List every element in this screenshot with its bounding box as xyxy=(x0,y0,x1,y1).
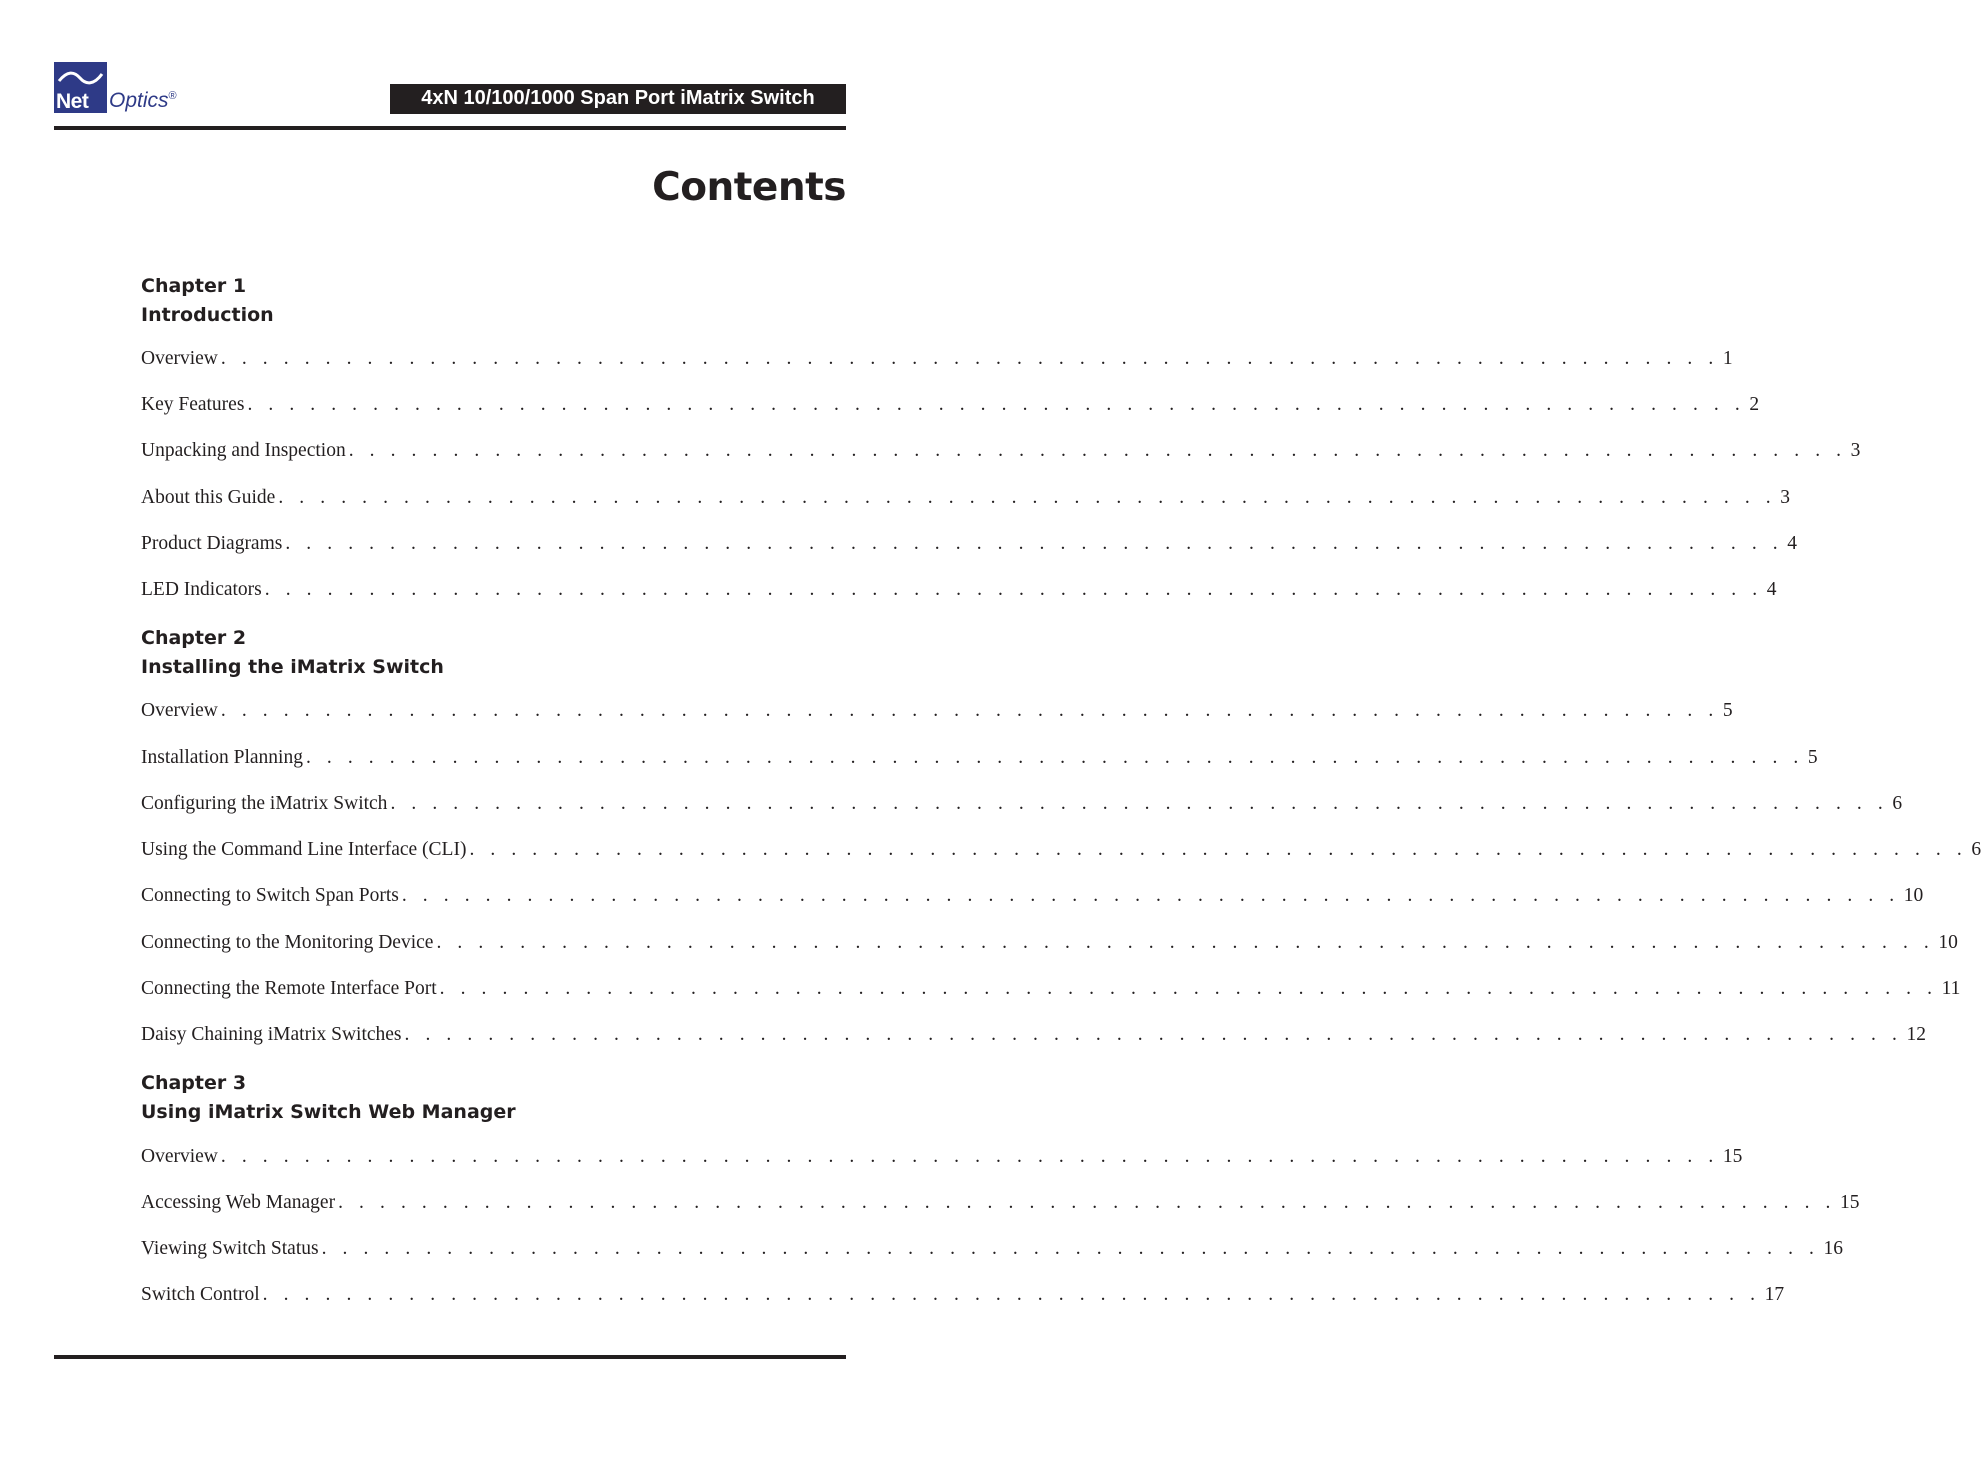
toc-leader: . . . . . . . . . . . . . . . . . . . . . . . . . . . . . . . . . . . . . . . . . . . . . . . . . . . . . . . . . . . . . . . . . . . . . . . . xyxy=(220,700,1719,721)
toc-leader: . . . . . . . . . . . . . . . . . . . . . . . . . . . . . . . . . . . . . . . . . . . . . . . . . . . . . . . . . . . . . . . . . . . . . . . . xyxy=(401,885,1900,906)
toc-entry-title: Using the Command Line Interface (CLI) xyxy=(141,839,467,860)
top-rule xyxy=(54,126,846,130)
toc-entry-title: Overview xyxy=(141,348,218,369)
product-header: 4xN 10/100/1000 Span Port iMatrix Switch xyxy=(390,84,846,114)
chapter-number: Chapter 1 xyxy=(141,275,247,297)
toc-entry[interactable] xyxy=(141,1024,1926,1050)
logo-optics-text: Optics® xyxy=(109,89,177,112)
toc-leader: . . . . . . . . . . . . . . . . . . . . . . . . . . . . . . . . . . . . . . . . . . . . . . . . . . . . . . . . . . . . . . . . . . . . . . . . xyxy=(278,487,1777,508)
toc-entry-page: 17 xyxy=(1764,1284,1785,1305)
toc-leader: . . . . . . . . . . . . . . . . . . . . . . . . . . . . . . . . . . . . . . . . . . . . . . . . . . . . . . . . . . . . . . . . . . . . . . . . xyxy=(404,1024,1903,1045)
toc-entry-title: Configuring the iMatrix Switch xyxy=(141,793,388,814)
toc-entry-title: Product Diagrams xyxy=(141,533,283,554)
toc-entry[interactable] xyxy=(141,839,1981,865)
chapter-name: Introduction xyxy=(141,304,274,326)
toc-entry[interactable] xyxy=(141,487,1791,513)
toc-entry[interactable] xyxy=(141,978,1961,1004)
toc-entry-page: 5 xyxy=(1807,747,1818,768)
toc-leader: . . . . . . . . . . . . . . . . . . . . . . . . . . . . . . . . . . . . . . . . . . . . . . . . . . . . . . . . . . . . . . . . . . . . . . . . xyxy=(285,533,1784,554)
toc-entry-title: LED Indicators xyxy=(141,579,262,600)
toc-entry[interactable] xyxy=(141,932,1958,958)
toc-entry-page: 1 xyxy=(1722,348,1733,369)
chapter-2-heading xyxy=(141,624,444,682)
toc-entry-page: 6 xyxy=(1971,839,1981,860)
chapter-name: Installing the iMatrix Switch xyxy=(141,656,444,678)
toc-leader: . . . . . . . . . . . . . . . . . . . . . . . . . . . . . . . . . . . . . . . . . . . . . . . . . . . . . . . . . . . . . . . . . . . . . . . . xyxy=(338,1192,1837,1213)
toc-entry[interactable] xyxy=(141,533,1798,559)
toc-entry[interactable] xyxy=(141,440,1861,466)
toc-entry[interactable] xyxy=(141,1192,1860,1218)
toc-leader: . . . . . . . . . . . . . . . . . . . . . . . . . . . . . . . . . . . . . . . . . . . . . . . . . . . . . . . . . . . . . . . . . . . . . . . . xyxy=(439,978,1938,999)
toc-entry[interactable] xyxy=(141,1146,1743,1172)
toc-entry-page: 16 xyxy=(1823,1238,1844,1259)
toc-entry-title: Connecting to Switch Span Ports xyxy=(141,885,399,906)
toc-leader: . . . . . . . . . . . . . . . . . . . . . . . . . . . . . . . . . . . . . . . . . . . . . . . . . . . . . . . . . . . . . . . . . . . . . . . . xyxy=(436,932,1935,953)
toc-entry-page: 4 xyxy=(1787,533,1798,554)
toc-entry[interactable] xyxy=(141,579,1777,605)
toc-leader: . . . . . . . . . . . . . . . . . . . . . . . . . . . . . . . . . . . . . . . . . . . . . . . . . . . . . . . . . . . . . . . . . . . . . . . . xyxy=(390,793,1889,814)
toc-entry-title: Switch Control xyxy=(141,1284,260,1305)
toc-entry-title: Unpacking and Inspection xyxy=(141,440,346,461)
toc-entry[interactable] xyxy=(141,394,1760,420)
toc-entry-page: 15 xyxy=(1722,1146,1743,1167)
toc-entry-page: 5 xyxy=(1722,700,1733,721)
toc-entry-title: Daisy Chaining iMatrix Switches xyxy=(141,1024,402,1045)
toc-entry[interactable] xyxy=(141,348,1733,374)
chapter-1-heading xyxy=(141,272,274,330)
logo-mark xyxy=(54,62,107,113)
toc-entry-page: 15 xyxy=(1840,1192,1860,1213)
toc-entry-page: 3 xyxy=(1780,487,1791,508)
bottom-rule xyxy=(54,1355,846,1359)
net-optics-logo xyxy=(54,62,214,116)
toc-entry-title: About this Guide xyxy=(141,487,276,508)
toc-entry-title: Accessing Web Manager xyxy=(141,1192,336,1213)
chapter-3-heading xyxy=(141,1069,516,1127)
toc-leader: . . . . . . . . . . . . . . . . . . . . . . . . . . . . . . . . . . . . . . . . . . . . . . . . . . . . . . . . . . . . . . . . . . . . . . . . xyxy=(247,394,1746,415)
toc-leader: . . . . . . . . . . . . . . . . . . . . . . . . . . . . . . . . . . . . . . . . . . . . . . . . . . . . . . . . . . . . . . . . . . . . . . . . xyxy=(469,839,1968,860)
toc-entry-title: Connecting the Remote Interface Port xyxy=(141,978,437,999)
toc-entry-page: 6 xyxy=(1892,793,1903,814)
toc-leader: . . . . . . . . . . . . . . . . . . . . . . . . . . . . . . . . . . . . . . . . . . . . . . . . . . . . . . . . . . . . . . . . . . . . . . . . xyxy=(264,579,1763,600)
toc-leader: . . . . . . . . . . . . . . . . . . . . . . . . . . . . . . . . . . . . . . . . . . . . . . . . . . . . . . . . . . . . . . . . . . . . . . . . xyxy=(348,440,1847,461)
toc-entry-page: 11 xyxy=(1941,978,1961,999)
toc-entry-page: 4 xyxy=(1766,579,1777,600)
toc-entry-title: Viewing Switch Status xyxy=(141,1238,319,1259)
logo-net-text: Net xyxy=(56,90,89,113)
toc-entry[interactable] xyxy=(141,1238,1844,1264)
wave-icon xyxy=(58,70,103,86)
toc-entry-page: 10 xyxy=(1903,885,1924,906)
toc-entry[interactable] xyxy=(141,793,1903,819)
toc-entry[interactable] xyxy=(141,885,1924,911)
toc-entry[interactable] xyxy=(141,700,1733,726)
chapter-number: Chapter 2 xyxy=(141,627,247,649)
chapter-name: Using iMatrix Switch Web Manager xyxy=(141,1101,516,1123)
page-title: Contents xyxy=(652,165,846,210)
toc-entry-title: Connecting to the Monitoring Device xyxy=(141,932,434,953)
toc-leader: . . . . . . . . . . . . . . . . . . . . . . . . . . . . . . . . . . . . . . . . . . . . . . . . . . . . . . . . . . . . . . . . . . . . . . . . xyxy=(262,1284,1761,1305)
toc-leader: . . . . . . . . . . . . . . . . . . . . . . . . . . . . . . . . . . . . . . . . . . . . . . . . . . . . . . . . . . . . . . . . . . . . . . . . xyxy=(220,348,1719,369)
toc-entry-title: Overview xyxy=(141,700,218,721)
toc-entry-title: Key Features xyxy=(141,394,245,415)
toc-leader: . . . . . . . . . . . . . . . . . . . . . . . . . . . . . . . . . . . . . . . . . . . . . . . . . . . . . . . . . . . . . . . . . . . . . . . . xyxy=(220,1146,1719,1167)
chapter-number: Chapter 3 xyxy=(141,1072,247,1094)
toc-entry-page: 10 xyxy=(1938,932,1958,953)
toc-entry[interactable] xyxy=(141,747,1818,773)
toc-entry-title: Installation Planning xyxy=(141,747,303,768)
toc-entry-page: 12 xyxy=(1906,1024,1926,1045)
toc-entry-page: 2 xyxy=(1749,394,1760,415)
toc-leader: . . . . . . . . . . . . . . . . . . . . . . . . . . . . . . . . . . . . . . . . . . . . . . . . . . . . . . . . . . . . . . . . . . . . . . . . xyxy=(305,747,1804,768)
toc-entry-title: Overview xyxy=(141,1146,218,1167)
toc-entry[interactable] xyxy=(141,1284,1785,1310)
toc-leader: . . . . . . . . . . . . . . . . . . . . . . . . . . . . . . . . . . . . . . . . . . . . . . . . . . . . . . . . . . . . . . . . . . . . . . . . xyxy=(321,1238,1820,1259)
toc-entry-page: 3 xyxy=(1850,440,1861,461)
